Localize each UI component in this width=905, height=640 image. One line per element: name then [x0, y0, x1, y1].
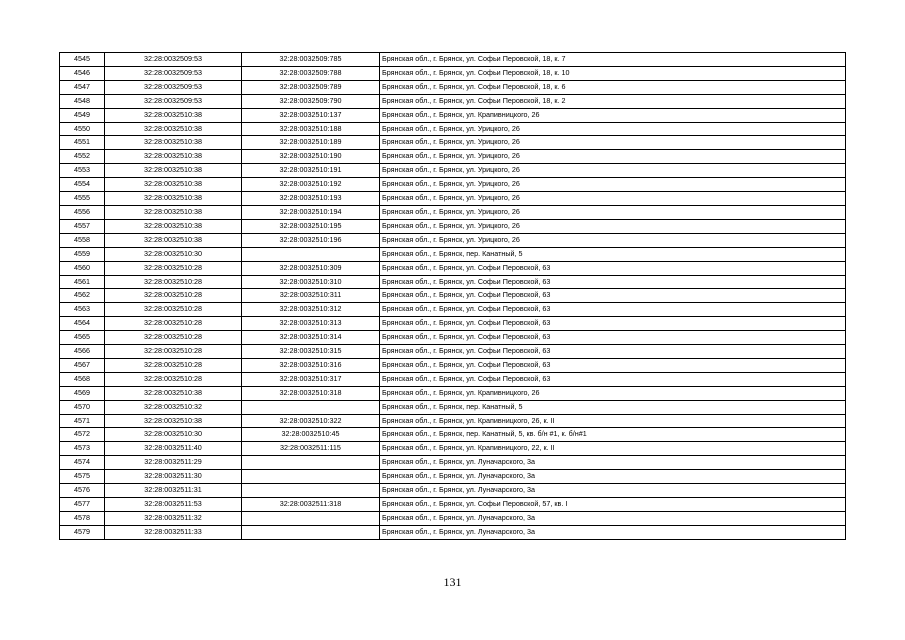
- cell-cadastral-number: 32:28:0032510:322: [242, 414, 380, 428]
- cell-quarter-number: 32:28:0032510:38: [105, 150, 242, 164]
- cell-quarter-number: 32:28:0032510:38: [105, 164, 242, 178]
- cell-number: 4575: [60, 470, 105, 484]
- cell-quarter-number: 32:28:0032510:38: [105, 205, 242, 219]
- cell-quarter-number: 32:28:0032509:53: [105, 66, 242, 80]
- table-row: [60, 53, 846, 67]
- table-row: [60, 247, 846, 261]
- table-row: [60, 275, 846, 289]
- table-row: [60, 94, 846, 108]
- cell-cadastral-number: 32:28:0032510:310: [242, 275, 380, 289]
- cell-address: Брянская обл., г. Брянск, ул. Софьи Перовской, 63: [380, 372, 846, 386]
- table-row: [60, 428, 846, 442]
- cell-cadastral-number: 32:28:0032510:314: [242, 331, 380, 345]
- cell-address: Брянская обл., г. Брянск, ул. Софьи Перовской, 63: [380, 358, 846, 372]
- table-row: [60, 345, 846, 359]
- table-row: [60, 331, 846, 345]
- cell-quarter-number: 32:28:0032510:38: [105, 108, 242, 122]
- cell-cadastral-number: 32:28:0032509:785: [242, 53, 380, 67]
- table-row: [60, 470, 846, 484]
- cell-address: Брянская обл., г. Брянск, ул. Крапивницкого, 26, к. II: [380, 414, 846, 428]
- table-row: [60, 372, 846, 386]
- table-row: [60, 66, 846, 80]
- cell-number: 4564: [60, 317, 105, 331]
- cell-number: 4558: [60, 233, 105, 247]
- cell-number: 4547: [60, 80, 105, 94]
- cell-cadastral-number: 32:28:0032509:788: [242, 66, 380, 80]
- cell-quarter-number: 32:28:0032511:31: [105, 484, 242, 498]
- registry-table: [59, 52, 846, 540]
- cell-address: Брянская обл., г. Брянск, ул. Крапивницкого, 26: [380, 386, 846, 400]
- table-row: [60, 498, 846, 512]
- cell-cadastral-number: [242, 456, 380, 470]
- cell-number: 4549: [60, 108, 105, 122]
- cell-address: Брянская обл., г. Брянск, ул. Софьи Перовской, 63: [380, 275, 846, 289]
- cell-address: Брянская обл., г. Брянск, ул. Софьи Перовской, 18, к. 2: [380, 94, 846, 108]
- cell-cadastral-number: 32:28:0032510:317: [242, 372, 380, 386]
- cell-number: 4561: [60, 275, 105, 289]
- cell-cadastral-number: 32:28:0032509:789: [242, 80, 380, 94]
- cell-cadastral-number: 32:28:0032510:192: [242, 178, 380, 192]
- cell-quarter-number: 32:28:0032510:38: [105, 219, 242, 233]
- cell-cadastral-number: 32:28:0032510:318: [242, 386, 380, 400]
- cell-address: Брянская обл., г. Брянск, ул. Софьи Перовской, 63: [380, 289, 846, 303]
- cell-cadastral-number: [242, 400, 380, 414]
- cell-number: 4563: [60, 303, 105, 317]
- registry-table-body: [60, 53, 846, 540]
- table-row: [60, 289, 846, 303]
- cell-quarter-number: 32:28:0032511:30: [105, 470, 242, 484]
- cell-number: 4577: [60, 498, 105, 512]
- cell-quarter-number: 32:28:0032510:38: [105, 233, 242, 247]
- cell-address: Брянская обл., г. Брянск, ул. Урицкого, 26: [380, 122, 846, 136]
- cell-number: 4576: [60, 484, 105, 498]
- cell-number: 4550: [60, 122, 105, 136]
- cell-quarter-number: 32:28:0032509:53: [105, 80, 242, 94]
- cell-quarter-number: 32:28:0032511:53: [105, 498, 242, 512]
- cell-cadastral-number: 32:28:0032509:790: [242, 94, 380, 108]
- cell-quarter-number: 32:28:0032511:32: [105, 511, 242, 525]
- cell-cadastral-number: 32:28:0032510:309: [242, 261, 380, 275]
- cell-quarter-number: 32:28:0032510:28: [105, 317, 242, 331]
- cell-cadastral-number: [242, 511, 380, 525]
- cell-cadastral-number: 32:28:0032510:315: [242, 345, 380, 359]
- cell-address: Брянская обл., г. Брянск, ул. Софьи Перовской, 63: [380, 303, 846, 317]
- cell-cadastral-number: 32:28:0032510:312: [242, 303, 380, 317]
- cell-address: Брянская обл., г. Брянск, ул. Софьи Перовской, 18, к. 6: [380, 80, 846, 94]
- cell-address: Брянская обл., г. Брянск, ул. Софьи Перовской, 63: [380, 345, 846, 359]
- cell-quarter-number: 32:28:0032510:30: [105, 247, 242, 261]
- cell-cadastral-number: 32:28:0032510:188: [242, 122, 380, 136]
- table-row: [60, 192, 846, 206]
- cell-cadastral-number: 32:28:0032510:196: [242, 233, 380, 247]
- table-row: [60, 442, 846, 456]
- cell-address: Брянская обл., г. Брянск, ул. Урицкого, 26: [380, 205, 846, 219]
- cell-address: Брянская обл., г. Брянск, ул. Луначарского, 3а: [380, 470, 846, 484]
- cell-address: Брянская обл., г. Брянск, пер. Канатный, 5, кв. б/н #1, к. б/н#1: [380, 428, 846, 442]
- table-row: [60, 261, 846, 275]
- table-row: [60, 386, 846, 400]
- cell-number: 4551: [60, 136, 105, 150]
- cell-number: 4545: [60, 53, 105, 67]
- cell-address: Брянская обл., г. Брянск, пер. Канатный, 5: [380, 247, 846, 261]
- cell-cadastral-number: 32:28:0032510:45: [242, 428, 380, 442]
- cell-quarter-number: 32:28:0032511:40: [105, 442, 242, 456]
- cell-number: 4554: [60, 178, 105, 192]
- table-row: [60, 233, 846, 247]
- cell-address: Брянская обл., г. Брянск, ул. Софьи Перовской, 57, кв. I: [380, 498, 846, 512]
- cell-number: 4579: [60, 525, 105, 539]
- cell-cadastral-number: 32:28:0032510:194: [242, 205, 380, 219]
- cell-quarter-number: 32:28:0032510:38: [105, 386, 242, 400]
- cell-address: Брянская обл., г. Брянск, ул. Урицкого, 26: [380, 219, 846, 233]
- table-row: [60, 414, 846, 428]
- cell-number: 4548: [60, 94, 105, 108]
- cell-quarter-number: 32:28:0032510:28: [105, 289, 242, 303]
- cell-quarter-number: 32:28:0032510:38: [105, 122, 242, 136]
- cell-cadastral-number: 32:28:0032510:191: [242, 164, 380, 178]
- cell-number: 4573: [60, 442, 105, 456]
- cell-quarter-number: 32:28:0032510:38: [105, 178, 242, 192]
- cell-number: 4569: [60, 386, 105, 400]
- cell-cadastral-number: 32:28:0032510:311: [242, 289, 380, 303]
- cell-cadastral-number: 32:28:0032510:313: [242, 317, 380, 331]
- cell-quarter-number: 32:28:0032510:28: [105, 358, 242, 372]
- cell-address: Брянская обл., г. Брянск, ул. Софьи Перовской, 18, к. 10: [380, 66, 846, 80]
- page-number: 131: [443, 575, 462, 589]
- table-row: [60, 178, 846, 192]
- cell-number: 4555: [60, 192, 105, 206]
- cell-cadastral-number: 32:28:0032510:195: [242, 219, 380, 233]
- cell-quarter-number: 32:28:0032510:28: [105, 275, 242, 289]
- cell-number: 4557: [60, 219, 105, 233]
- cell-address: Брянская обл., г. Брянск, ул. Крапивницкого, 26: [380, 108, 846, 122]
- cell-address: Брянская обл., г. Брянск, ул. Софьи Перовской, 18, к. 7: [380, 53, 846, 67]
- cell-address: Брянская обл., г. Брянск, ул. Софьи Перовской, 63: [380, 331, 846, 345]
- cell-cadastral-number: [242, 525, 380, 539]
- table-row: [60, 219, 846, 233]
- cell-number: 4566: [60, 345, 105, 359]
- cell-number: 4553: [60, 164, 105, 178]
- cell-address: Брянская обл., г. Брянск, ул. Урицкого, 26: [380, 192, 846, 206]
- cell-cadastral-number: [242, 484, 380, 498]
- cell-cadastral-number: 32:28:0032511:115: [242, 442, 380, 456]
- cell-number: 4567: [60, 358, 105, 372]
- cell-number: 4578: [60, 511, 105, 525]
- cell-number: 4571: [60, 414, 105, 428]
- cell-number: 4546: [60, 66, 105, 80]
- cell-address: Брянская обл., г. Брянск, ул. Луначарского, 3а: [380, 484, 846, 498]
- cell-quarter-number: 32:28:0032511:33: [105, 525, 242, 539]
- cell-address: Брянская обл., г. Брянск, ул. Луначарского, 3а: [380, 511, 846, 525]
- cell-address: Брянская обл., г. Брянск, ул. Софьи Перовской, 63: [380, 317, 846, 331]
- table-row: [60, 484, 846, 498]
- cell-address: Брянская обл., г. Брянск, пер. Канатный, 5: [380, 400, 846, 414]
- cell-number: 4574: [60, 456, 105, 470]
- cell-cadastral-number: 32:28:0032511:318: [242, 498, 380, 512]
- table-row: [60, 164, 846, 178]
- cell-cadastral-number: 32:28:0032510:190: [242, 150, 380, 164]
- cell-number: 4568: [60, 372, 105, 386]
- cell-quarter-number: 32:28:0032510:32: [105, 400, 242, 414]
- cell-quarter-number: 32:28:0032510:28: [105, 303, 242, 317]
- table-row: [60, 303, 846, 317]
- cell-cadastral-number: 32:28:0032510:189: [242, 136, 380, 150]
- cell-number: 4565: [60, 331, 105, 345]
- cell-quarter-number: 32:28:0032510:28: [105, 261, 242, 275]
- cell-address: Брянская обл., г. Брянск, ул. Луначарского, 3а: [380, 525, 846, 539]
- cell-quarter-number: 32:28:0032509:53: [105, 53, 242, 67]
- cell-address: Брянская обл., г. Брянск, ул. Крапивницкого, 22, к. II: [380, 442, 846, 456]
- cell-quarter-number: 32:28:0032510:28: [105, 331, 242, 345]
- cell-cadastral-number: 32:28:0032510:137: [242, 108, 380, 122]
- cell-cadastral-number: [242, 470, 380, 484]
- cell-quarter-number: 32:28:0032511:29: [105, 456, 242, 470]
- table-row: [60, 456, 846, 470]
- cell-quarter-number: 32:28:0032510:28: [105, 372, 242, 386]
- cell-quarter-number: 32:28:0032510:30: [105, 428, 242, 442]
- cell-number: 4560: [60, 261, 105, 275]
- table-row: [60, 317, 846, 331]
- cell-cadastral-number: 32:28:0032510:193: [242, 192, 380, 206]
- cell-quarter-number: 32:28:0032510:28: [105, 345, 242, 359]
- table-row: [60, 525, 846, 539]
- cell-quarter-number: 32:28:0032510:38: [105, 192, 242, 206]
- table-row: [60, 400, 846, 414]
- cell-address: Брянская обл., г. Брянск, ул. Урицкого, 26: [380, 136, 846, 150]
- cell-quarter-number: 32:28:0032509:53: [105, 94, 242, 108]
- cell-address: Брянская обл., г. Брянск, ул. Урицкого, 26: [380, 150, 846, 164]
- table-row: [60, 511, 846, 525]
- cell-cadastral-number: [242, 247, 380, 261]
- table-row: [60, 150, 846, 164]
- cell-address: Брянская обл., г. Брянск, ул. Луначарского, 3а: [380, 456, 846, 470]
- cell-quarter-number: 32:28:0032510:38: [105, 136, 242, 150]
- table-row: [60, 122, 846, 136]
- cell-address: Брянская обл., г. Брянск, ул. Софьи Перовской, 63: [380, 261, 846, 275]
- cell-quarter-number: 32:28:0032510:38: [105, 414, 242, 428]
- cell-cadastral-number: 32:28:0032510:316: [242, 358, 380, 372]
- table-row: [60, 358, 846, 372]
- cell-number: 4556: [60, 205, 105, 219]
- cell-address: Брянская обл., г. Брянск, ул. Урицкого, 26: [380, 164, 846, 178]
- table-row: [60, 108, 846, 122]
- cell-address: Брянская обл., г. Брянск, ул. Урицкого, 26: [380, 233, 846, 247]
- table-row: [60, 136, 846, 150]
- cell-address: Брянская обл., г. Брянск, ул. Урицкого, 26: [380, 178, 846, 192]
- table-row: [60, 80, 846, 94]
- cell-number: 4572: [60, 428, 105, 442]
- cell-number: 4559: [60, 247, 105, 261]
- cell-number: 4552: [60, 150, 105, 164]
- cell-number: 4570: [60, 400, 105, 414]
- cell-number: 4562: [60, 289, 105, 303]
- table-row: [60, 205, 846, 219]
